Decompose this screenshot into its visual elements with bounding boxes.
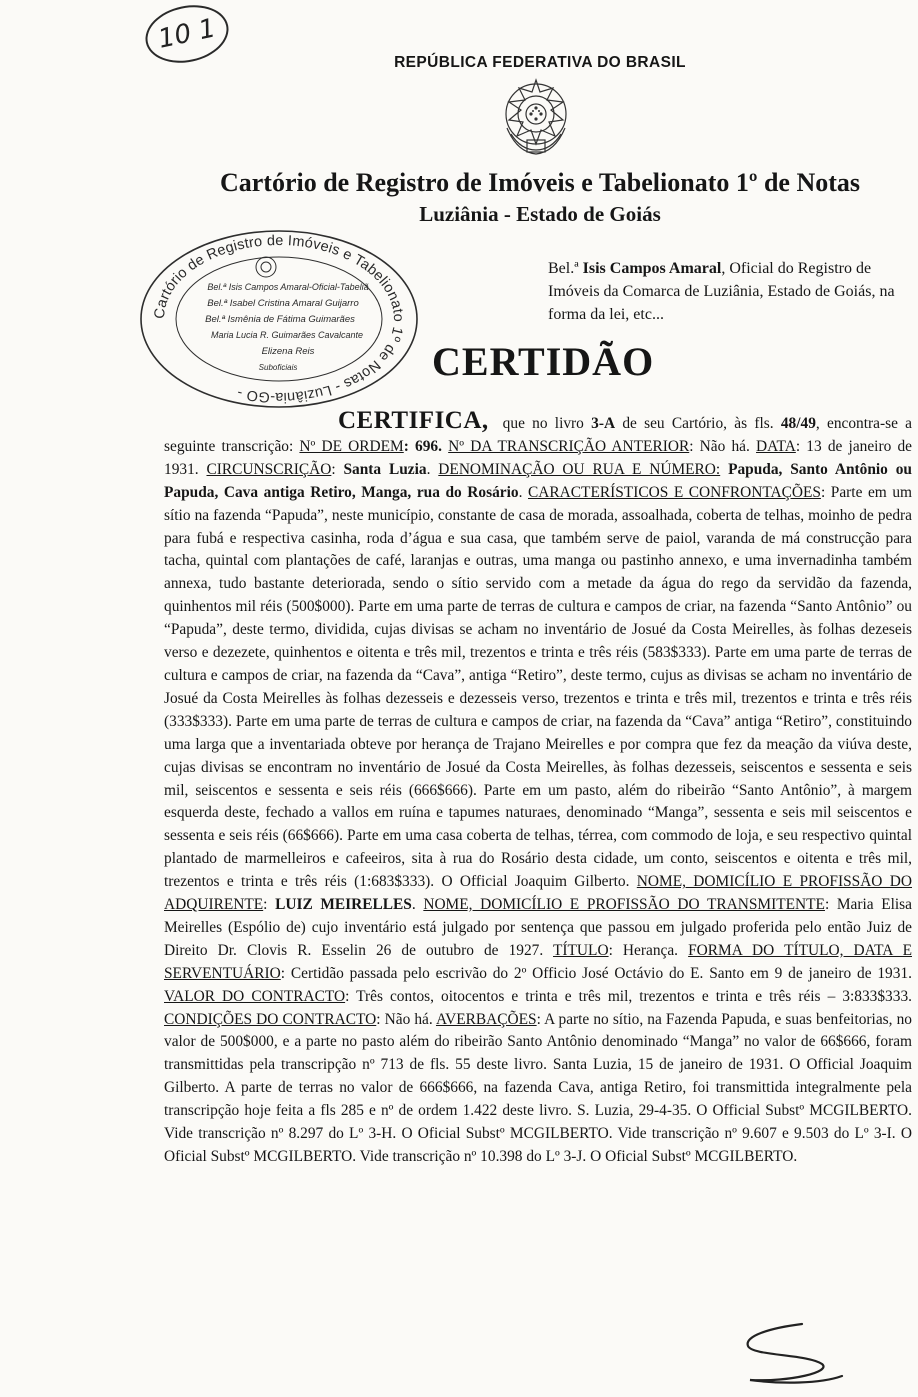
book-number: 3-A bbox=[591, 415, 616, 432]
field-label-circumscription: CIRCUNSCRIÇÃO bbox=[206, 460, 332, 478]
characteristics-text: : Parte em um sítio na fazenda “Papuda”, neste município, constante de casa de morada, assoalhada, coberta de telhas, moinho de pedra para fubá e respectiva casinha, roda d’água e sua casa, que também serve de paiol, varanda de má construcção para tacha, quintal com plantações de café, laranjas e outras, uma manga ou pastinho annexo, e uma invernadinha também annexa, tudo bastante deteriorada, sendo o sítio servido com a metade da água do rego da servidão da fazenda, quinhentos mil réis (500$000). Parte em uma parte de terras de cultura e campos de criar, na fazenda “Santo Antônio” ou “Papuda”, deste termo, dividida, cujas divisas se acham no inventário de Josué da Costa Meirelles, às folhas dezeseis verso e dezezete, quinhentos e oitenta e três mil, trezentos e trinta e três réis (583$333). Parte em uma parte de terras de cultura e campos de criar, na fazenda da “Cava”, antiga “Retiro”, deste termo, cujus as divisas se acham no inventário de Josué da Costa Meirelles às folhas dezesseis e dezesseis verso, trezentos e trinta e três mil, trezentos e trinta e três réis (333$333). Parte em uma parte de terras de cultura e campos de criar, na fazenda da “Cava” antiga “Retiro”, constituindo uma larga que a inventariada obteve por herança de Trajano Meirelles e por compra que fez da meação da viúva deste, cujas divisas se encontram no inventário de Josué da Costa Meirelles, às folhas dezesseis, seiscentos e sessenta e seis mil, seiscentos e sessenta e seis réis (666$666). Parte em um pasto, além do ribeirão “Santo Antônio”, à margem esquerda deste, fechado a vallos em ruína e tapumes naturaes, denominado “Manga”, sessenta e seis mil seiscentos e sessenta e seis réis (66$666). Parte em uma casa coberta de telhas, térrea, com commodo de loja, e seu respectivo quintal plantado de marmelleiros e cafeeiros, sita à rua do Rosário desta cidade, um conto, seiscentos e oitenta e três mil, trezentos e trinta e três réis (1:683$333). O Official Joaquim Gilberto. bbox=[164, 483, 912, 891]
title-form-text: : Certidão passada pelo escrivão do 2º Officio José Octávio do E. Santo em 9 de janeiro de 1931. bbox=[280, 964, 912, 982]
certifica-heading: CERTIFICA, bbox=[338, 407, 489, 434]
field-label-denomination: DENOMINAÇÃO OU RUA E NÚMERO: bbox=[438, 460, 721, 478]
registry-stamp bbox=[138, 228, 420, 410]
body-text: : bbox=[331, 460, 344, 478]
field-label-contract-value: VALOR DO CONTRACTO bbox=[164, 987, 346, 1005]
denomination-value: Papuda, Santo Antônio ou Papuda, Cava antiga Retiro, Manga, rua do Rosário bbox=[164, 460, 912, 501]
field-label-title-form: FORMA DO TÍTULO, DATA E SERVENTUÁRIO bbox=[164, 941, 912, 982]
coat-of-arms-icon bbox=[497, 78, 575, 158]
official-statement bbox=[548, 257, 918, 326]
body-text: . bbox=[426, 460, 439, 478]
stamp-line-2: Bel.ª Isabel Cristina Amaral Guijarro bbox=[207, 298, 359, 309]
stamp-line-1: Bel.ª Isis Campos Amaral-Oficial-Tabeliã bbox=[207, 282, 369, 292]
contract-value-text: : Três contos, oitocentos e trinta e três mil, trezentos e trinta e três réis – 3:833$333. bbox=[345, 987, 912, 1005]
body-text: , encontra-se a seguinte transcrição: bbox=[164, 415, 913, 455]
stamp-line-5: Elizena Reis bbox=[261, 346, 315, 357]
document-type-title: CERTIDÃO bbox=[432, 339, 655, 384]
body-text: : 13 de janeiro de 1931. bbox=[164, 437, 912, 478]
republic-heading: REPÚBLICA FEDERATIVA DO BRASIL bbox=[394, 54, 686, 71]
official-role: , Oficial do Registro de Imóveis da Comarca de Luziânia, Estado de Goiás, na forma da lei, etc... bbox=[548, 260, 895, 323]
body-text: . bbox=[411, 896, 424, 914]
body-text: : bbox=[263, 896, 276, 914]
body-text: de seu Cartório, às fls. bbox=[615, 415, 781, 432]
field-label-order: Nº DE ORDEM bbox=[299, 437, 404, 455]
field-label-annotations: AVERBAÇÕES bbox=[435, 1010, 537, 1028]
annotations-text: : A parte no sítio, na Fazenda Papuda, e suas benfeitorias, no valor de 500$000, e a parte no pasto além do ribeirão Santo Antônio denominado “Manga” no valor de 66$666, foram transmittidas pela transcripção nº 713 de fls. 55 deste livro. Santa Luzia, 15 de janeiro de 1931. O Official Joaquim Gilberto. A parte de terras no valor de 666$666, na fazenda Cava, antiga Retiro, foi transmittida integralmente pela transcripção hoje feita a fls 285 e nº de ordem 1.422 deste livro. S. Luzia, 29-4-35. O Official Substº MCGILBERTO. Vide transcrição nº 8.297 do Lº 3-H. O Oficial Substº MCGILBERTO. Vide transcrição nº 9.607 e 9.503 do Lº 3-I. O Oficial Substº MCGILBERTO. Vide transcrição nº 10.398 do Lº 3-J. O Oficial Substº MCGILBERTO. bbox=[164, 1010, 912, 1165]
transmitter-text: : Maria Elisa Meirelles (Espólio de) cujo inventário está julgado por sentença que passou em julgado proferida pelo então Juiz de Direito Dr. Clovis R. Esselin 26 de outubro de 1927. bbox=[164, 896, 913, 959]
handwritten-page-number: 10 1 bbox=[140, 0, 234, 70]
office-title: Cartório de Registro de Imóveis e Tabelionato 1º de Notas bbox=[219, 168, 860, 197]
body-text bbox=[720, 461, 728, 478]
field-label-date: DATA bbox=[756, 437, 796, 455]
page-numbers: 48/49 bbox=[780, 415, 816, 432]
stamp-line-6: Suboficiais bbox=[258, 363, 298, 372]
certificate-body bbox=[164, 407, 913, 1169]
handwritten-signature bbox=[730, 1318, 850, 1390]
body-text: que no livro bbox=[502, 415, 592, 432]
official-title: Bel.ª bbox=[548, 260, 583, 277]
stamp-line-4: Maria Lucia R. Guimarães Cavalcante bbox=[210, 330, 364, 340]
field-label-title: TÍTULO bbox=[553, 941, 609, 959]
body-text: : Herança. bbox=[608, 941, 689, 959]
circumscription-value: Santa Luzia bbox=[343, 460, 427, 478]
office-city: Luziânia - Estado de Goiás bbox=[419, 202, 661, 226]
field-label-characteristics: CARACTERÍSTICOS E CONFRONTAÇÕES bbox=[528, 483, 821, 501]
acquirer-name: LUIZ MEIRELLES bbox=[275, 896, 412, 914]
official-name: Isis Campos Amaral bbox=[582, 260, 722, 277]
field-label-previous-transcription: Nº DA TRANSCRIÇÃO ANTERIOR bbox=[448, 437, 690, 455]
body-text: : Não há. bbox=[376, 1010, 436, 1028]
body-text: : Não há. bbox=[689, 437, 757, 455]
stamp-ring-text: Cartório de Registro de Imóveis e Tabelionato 1º de Notas - Luziânia-GO - bbox=[151, 232, 407, 406]
field-label-acquirer: NOME, DOMICÍLIO E PROFISSÃO DO ADQUIRENTE bbox=[164, 873, 912, 914]
field-label-transmitter: NOME, DOMICÍLIO E PROFISSÃO DO TRANSMITENTE bbox=[423, 896, 825, 914]
field-label-contract-conditions: CONDIÇÕES DO CONTRACTO bbox=[164, 1010, 377, 1028]
stamp-emblem-icon bbox=[256, 257, 276, 277]
body-text: . bbox=[518, 483, 529, 501]
stamp-line-3: Bel.ª Ismênia de Fátima Guimarães bbox=[205, 314, 355, 325]
order-number: : 696. bbox=[403, 437, 442, 455]
